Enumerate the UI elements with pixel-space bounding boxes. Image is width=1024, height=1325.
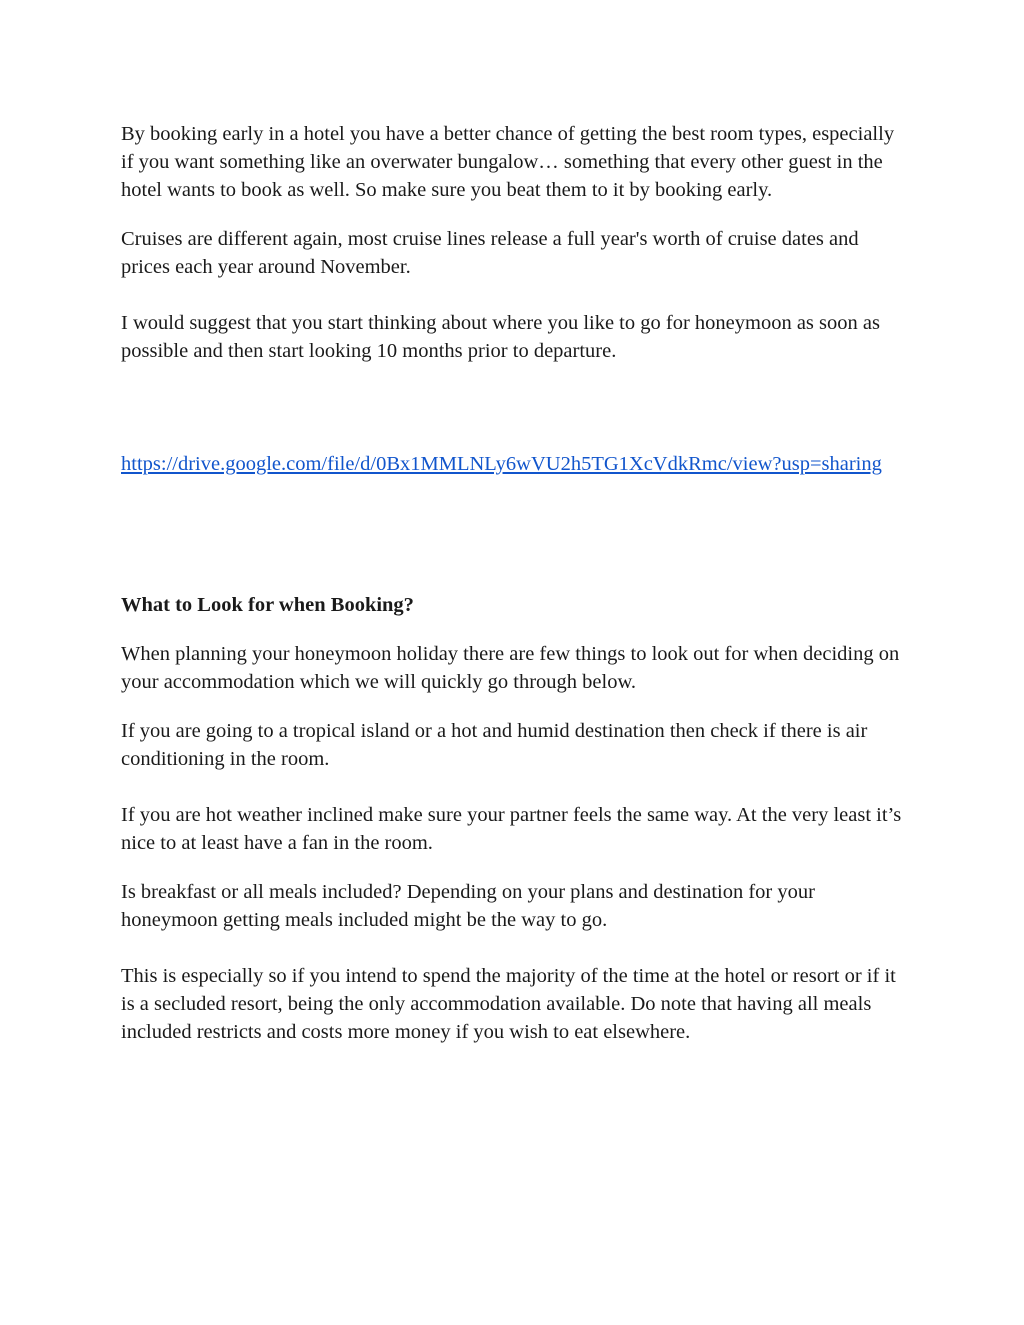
document-body: [121, 120, 911, 1046]
paragraph-secluded-resort: This is especially so if you intend to spend the majority of the time at the hotel or resort or if it is a secluded resort, being the only accommodation available. Do note that having all meals included restricts and costs more money if you wish to eat elsewhere.: [121, 965, 896, 1043]
paragraph-suggestion: I would suggest that you start thinking about where you like to go for honeymoon as soon as possible and then start looking 10 months prior to departure.: [121, 312, 880, 362]
paragraph-cruises: Cruises are different again, most cruise lines release a full year's worth of cruise dates and prices each year around November.: [121, 228, 859, 278]
link-paragraph: [121, 450, 911, 478]
paragraph-air-conditioning: If you are going to a tropical island or a hot and humid destination then check if there is air conditioning in the room.: [121, 720, 868, 770]
drive-link[interactable]: https://drive.google.com/file/d/0Bx1MMLNLy6wVU2h5TG1XcVdkRmc/view?usp=sharing: [121, 453, 882, 475]
paragraph-booking-early: By booking early in a hotel you have a better chance of getting the best room types, especially if you want something like an overwater bungalow… something that every other guest in the hotel wants to book as well. So make sure you beat them to it by booking early.: [121, 123, 895, 201]
paragraph-meals: Is breakfast or all meals included? Depending on your plans and destination for your honeymoon getting meals included might be the way to go.: [121, 881, 815, 931]
paragraph-planning: When planning your honeymoon holiday there are few things to look out for when deciding on your accommodation which we will quickly go through below.: [121, 643, 900, 693]
paragraph-hot-weather: If you are hot weather inclined make sure your partner feels the same way. At the very least it’s nice to at least have a fan in the room.: [121, 804, 902, 854]
section-heading: What to Look for when Booking?: [121, 594, 414, 616]
